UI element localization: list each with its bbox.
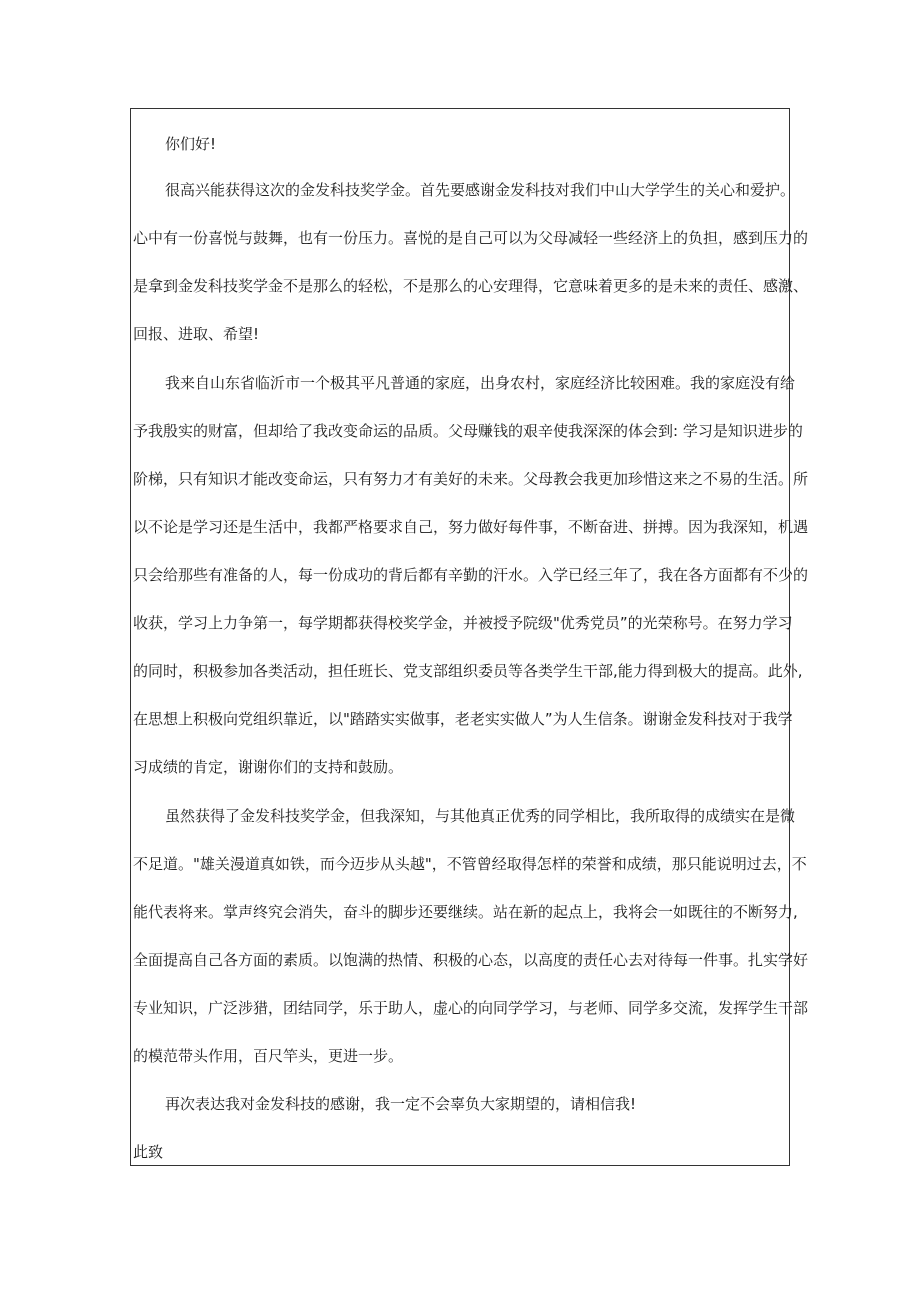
paragraph-4-line: 再次表达我对金发科技的感谢，我一定不会辜负大家期望的，请相信我! [165, 1095, 637, 1113]
paragraph-3-line: 全面提高自己各方面的素质。以饱满的热情、积极的心态，以高度的责任心去对待每一件事。扎实学好 [133, 951, 809, 969]
paragraph-3-line: 不足道。"雄关漫道真如铁，而今迈步从头越"，不管曾经取得怎样的荣誉和成绩，那只能说明过去，不 [133, 855, 807, 873]
paragraph-2-line: 习成绩的肯定，谢谢你们的支持和鼓励。 [133, 758, 404, 776]
paragraph-1-line: 回报、进取、希望! [133, 325, 260, 343]
paragraph-3-line: 虽然获得了金发科技奖学金，但我深知，与其他真正优秀的同学相比，我所取得的成绩实在是微 [165, 807, 796, 825]
paragraph-1-line: 是拿到金发科技奖学金不是那么的轻松，不是那么的心安理得，它意味着更多的是未来的责任、感激、 [133, 277, 809, 295]
greeting: 你们好! [165, 135, 217, 153]
paragraph-2-line: 的同时，积极参加各类活动，担任班长、党支部组织委员等各类学生干部,能力得到极大的提高。此外, [133, 662, 803, 680]
paragraph-2-line: 我来自山东省临沂市一个极其平凡普通的家庭，出身农村，家庭经济比较困难。我的家庭没有给 [165, 374, 796, 392]
paragraph-2-line: 在思想上积极向党组织靠近，以"踏踏实实做事，老老实实做人”为人生信条。谢谢金发科技对于我学 [133, 710, 793, 728]
paragraph-2-line: 阶梯，只有知识才能改变命运，只有努力才有美好的未来。父母教会我更加珍惜这来之不易的生活。所 [133, 470, 809, 488]
letter-page [130, 108, 809, 1166]
closing: 此致 [133, 1143, 164, 1161]
paragraph-3-line: 能代表将来。掌声终究会消失，奋斗的脚步还要继续。站在新的起点上，我将会一如既往的不断努力, [133, 903, 798, 921]
paragraph-3-line: 的模范带头作用，百尺竿头，更进一步。 [133, 1047, 404, 1065]
paragraph-3-line: 专业知识，广泛涉猎，团结同学，乐于助人，虚心的向同学学习，与老师、同学多交流，发挥学生干部 [133, 999, 809, 1017]
paragraph-1-line: 心中有一份喜悦与鼓舞，也有一份压力。喜悦的是自己可以为父母减轻一些经济上的负担，感到压力的 [133, 229, 809, 247]
paragraph-2-line: 只会给那些有准备的人，每一份成功的背后都有辛勤的汗水。入学已经三年了，我在各方面都有不少的 [133, 566, 809, 584]
paragraph-2-line: 以不论是学习还是生活中，我都严格要求自己，努力做好每件事，不断奋进、拼搏。因为我深知，机遇 [133, 518, 809, 536]
paragraph-1-line: 很高兴能获得这次的金发科技奖学金。首先要感谢金发科技对我们中山大学学生的关心和爱护。 [165, 181, 796, 199]
paragraph-2-line: 予我殷实的财富，但却给了我改变命运的品质。父母赚钱的艰辛使我深深的体会到: 学习是知识进步的 [133, 422, 803, 440]
paragraph-2-line: 收获，学习上力争第一，每学期都获得校奖学金，并被授予院级"优秀党员”的光荣称号。在努力学习 [133, 614, 793, 632]
